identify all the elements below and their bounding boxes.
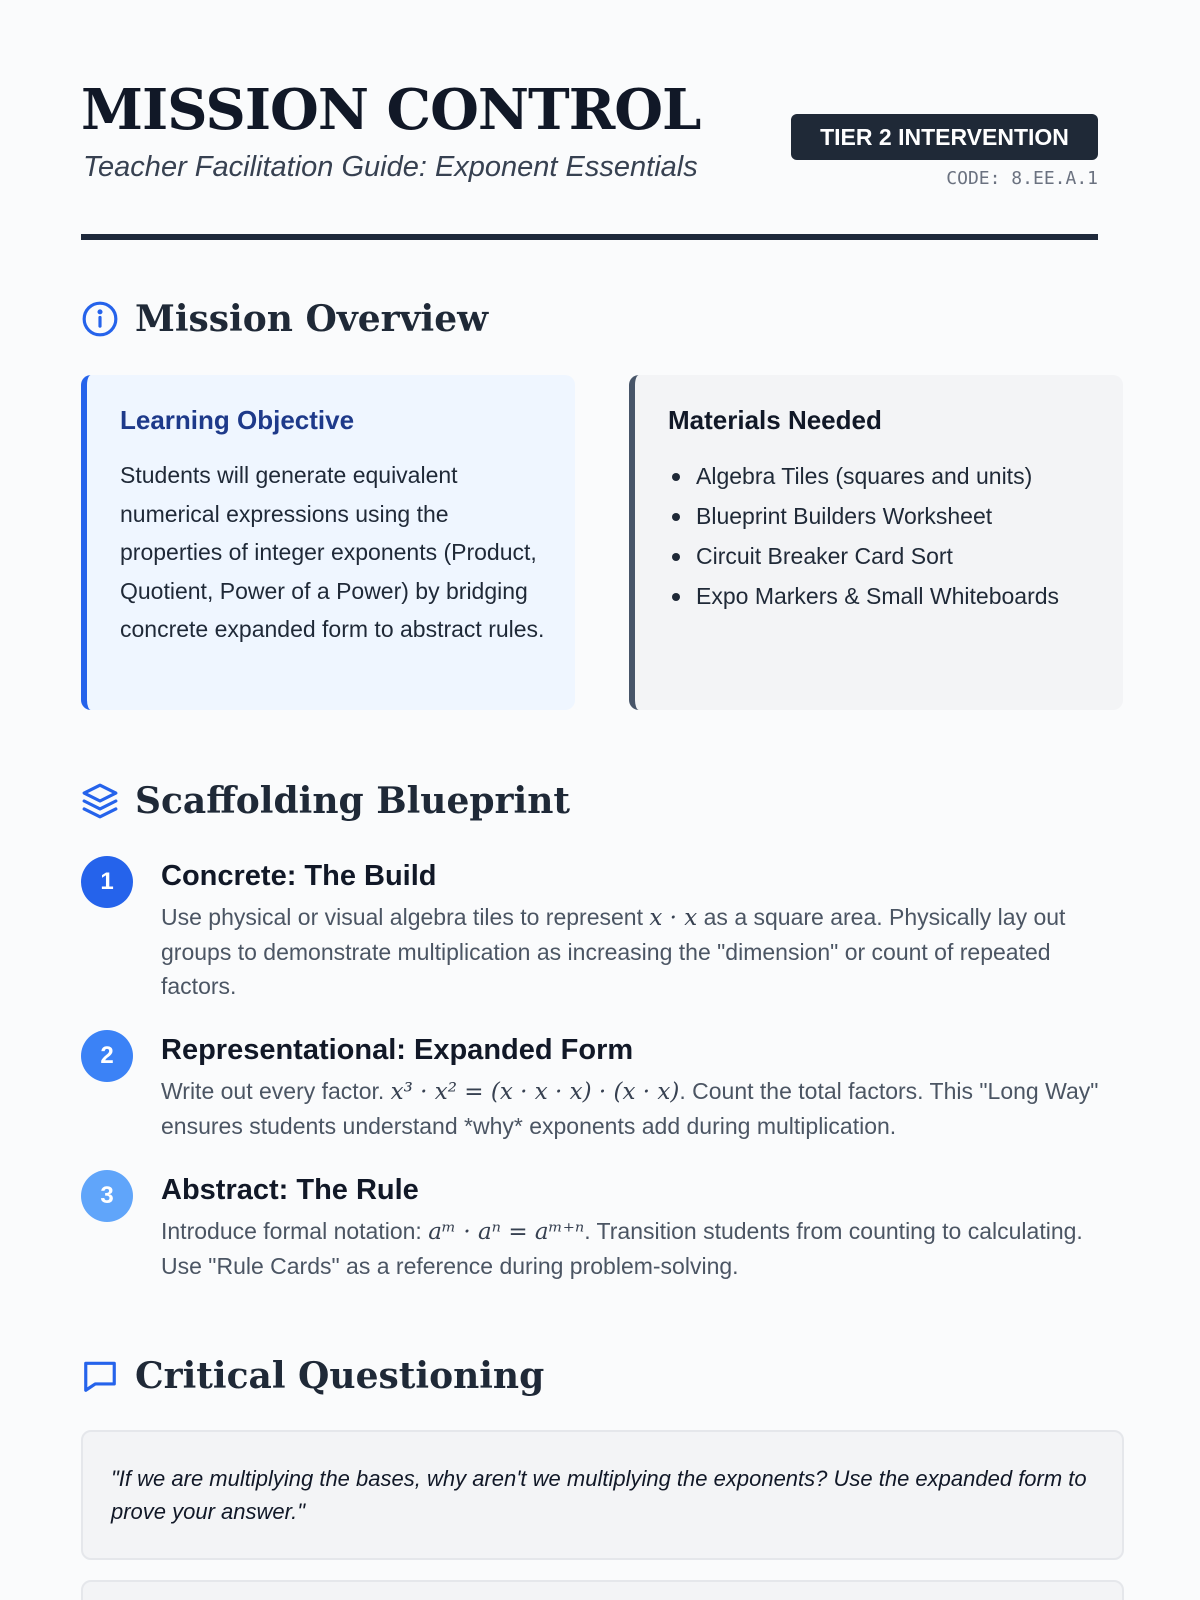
page-title: MISSION CONTROL bbox=[81, 77, 701, 143]
math-expression: x · x bbox=[649, 905, 698, 931]
step-title: Concrete: The Build bbox=[161, 860, 437, 892]
page-subtitle: Teacher Facilitation Guide: Exponent Essentials bbox=[83, 151, 698, 183]
layers-icon bbox=[81, 782, 119, 820]
list-item: Algebra Tiles (squares and units) bbox=[668, 456, 1095, 496]
math-expression: aᵐ · aⁿ = aᵐ⁺ⁿ bbox=[428, 1219, 585, 1245]
materials-card bbox=[629, 375, 1123, 710]
list-item: Expo Markers & Small Whiteboards bbox=[668, 576, 1095, 616]
question-card bbox=[81, 1430, 1124, 1560]
materials-title: Materials Needed bbox=[668, 405, 882, 435]
math-expression: x³ · x² = (x · x · x) · (x · x) bbox=[390, 1079, 680, 1105]
mission-overview-heading bbox=[81, 298, 488, 340]
learning-objective-text: Students will generate equivalent numerical expressions using the properties of integer exponents (Product, Quotient, Power of a Power) by bridging concrete expanded form to abstract rules. bbox=[120, 462, 545, 642]
step-description: Write out every factor. x³ · x² = (x · x · x) · (x · x). Count the total factors. This "Long Way" ensures students understand *why* exponents add during multiplication. bbox=[161, 1078, 1099, 1139]
step-concrete bbox=[81, 856, 1124, 1003]
scaffolding-blueprint-heading bbox=[81, 780, 570, 822]
step-representational bbox=[81, 1030, 1124, 1143]
question-text: "If we are multiplying the bases, why aren't we multiplying the exponents? Use the expanded form to prove your answer." bbox=[111, 1466, 1087, 1524]
step-number-badge: 3 bbox=[81, 1170, 133, 1222]
step-number-badge: 1 bbox=[81, 856, 133, 908]
info-circle-icon bbox=[81, 300, 119, 338]
critical-questioning-heading bbox=[81, 1355, 544, 1397]
header bbox=[81, 0, 1098, 240]
step-title: Representational: Expanded Form bbox=[161, 1034, 634, 1066]
step-description: Introduce formal notation: aᵐ · aⁿ = aᵐ⁺ⁿ. Transition students from counting to calculating. Use "Rule Cards" as a reference during problem-solving. bbox=[161, 1218, 1083, 1279]
section-title: Critical Questioning bbox=[135, 1355, 545, 1397]
step-abstract bbox=[81, 1170, 1124, 1283]
chat-bubble-icon bbox=[81, 1357, 119, 1395]
step-title: Abstract: The Rule bbox=[161, 1174, 419, 1206]
section-title: Scaffolding Blueprint bbox=[135, 780, 571, 822]
step-description: Use physical or visual algebra tiles to represent x · x as a square area. Physically lay out groups to demonstrate multiplication as increasing the "dimension" or count of repeated factors. bbox=[161, 904, 1066, 999]
list-item: Blueprint Builders Worksheet bbox=[668, 496, 1095, 536]
standard-code: CODE: 8.EE.A.1 bbox=[946, 168, 1098, 189]
header-divider bbox=[81, 234, 1098, 240]
learning-objective-title: Learning Objective bbox=[120, 405, 355, 435]
tier-badge: TIER 2 INTERVENTION bbox=[791, 114, 1098, 160]
list-item: Circuit Breaker Card Sort bbox=[668, 536, 1095, 576]
question-card bbox=[81, 1580, 1124, 1600]
step-number-badge: 2 bbox=[81, 1030, 133, 1082]
materials-list bbox=[668, 456, 1095, 616]
section-title: Mission Overview bbox=[135, 298, 489, 340]
learning-objective-card bbox=[81, 375, 575, 710]
